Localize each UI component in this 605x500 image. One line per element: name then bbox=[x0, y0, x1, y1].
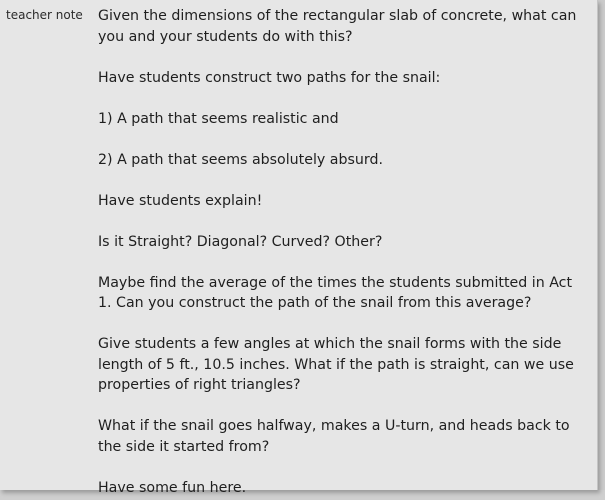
note-paragraph-path-absurd: 2) A path that seems absolutely absurd. bbox=[98, 151, 383, 168]
note-paragraph-explain: Have students explain! bbox=[98, 192, 263, 209]
note-paragraph-average: Maybe find the average of the times the students submitted in Act 1. Can you construct the path of the snail from this average? bbox=[98, 274, 573, 311]
note-paragraph-angles: Give students a few angles at which the snail forms with the side length of 5 ft., 10.5 inches. What if the path is straight, can we use properties of right triangles? bbox=[98, 336, 574, 393]
note-paragraph-path-types: Is it Straight? Diagonal? Curved? Other? bbox=[98, 233, 383, 250]
note-paragraph-u-turn: What if the snail goes halfway, makes a U-turn, and heads back to the side it started from? bbox=[98, 418, 570, 455]
background-edge-right bbox=[598, 0, 605, 500]
teacher-note-label: teacher note bbox=[6, 8, 83, 22]
note-paragraph-paths: Have students construct two paths for the snail: bbox=[98, 69, 441, 86]
note-paragraph-fun: Have some fun here. bbox=[98, 479, 247, 496]
note-paragraph-intro: Given the dimensions of the rectangular slab of concrete, what can you and your students do with this? bbox=[98, 8, 577, 45]
note-paragraph-path-realistic: 1) A path that seems realistic and bbox=[98, 110, 339, 127]
teacher-note-body bbox=[98, 6, 586, 498]
